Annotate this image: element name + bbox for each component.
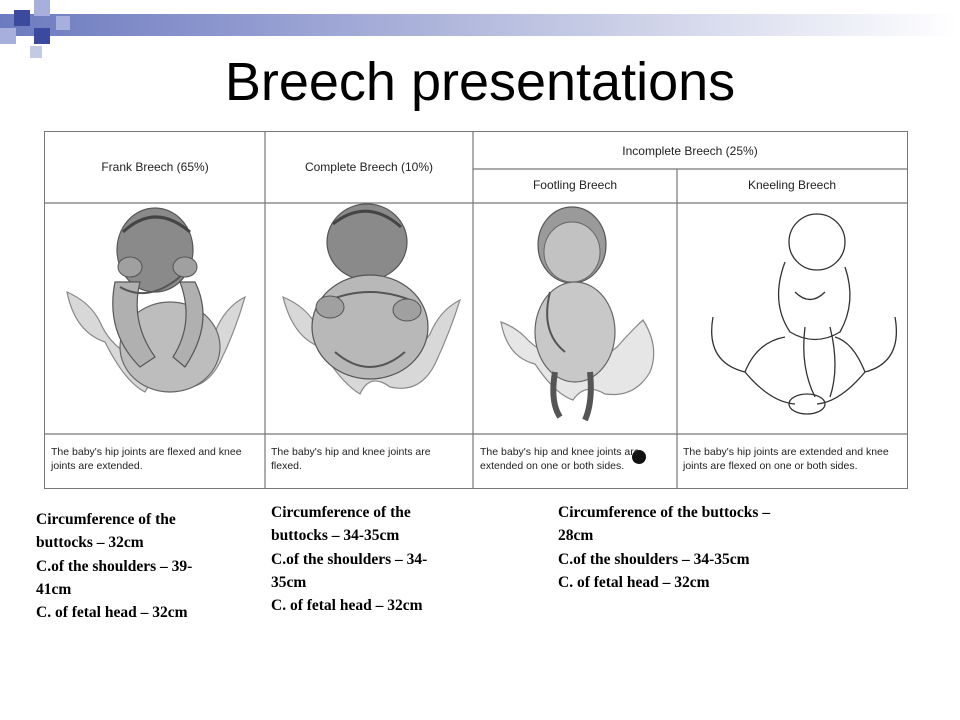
note-frank-line-2: buttocks – 32cm bbox=[36, 534, 144, 552]
footling-breech-illustration bbox=[501, 207, 654, 420]
frank-breech-illustration bbox=[67, 208, 245, 392]
square-light-1 bbox=[34, 0, 50, 16]
note-incomplete-line-1: Circumference of the buttocks – bbox=[558, 504, 771, 521]
note-complete-line-1: Circumference of the bbox=[271, 504, 411, 521]
complete-breech-illustration bbox=[283, 204, 460, 394]
header-frank: Frank Breech (65%) bbox=[101, 160, 209, 174]
header-complete: Complete Breech (10%) bbox=[304, 160, 434, 174]
note-frank-line-5: C. of fetal head – 32cm bbox=[36, 604, 188, 621]
caption-complete bbox=[271, 446, 471, 473]
kneeling-breech-illustration bbox=[712, 214, 897, 414]
note-frank-line-3: C.of the shoulders – 39- bbox=[36, 557, 193, 575]
note-incomplete-line-4: C. of fetal head – 32cm bbox=[558, 573, 710, 591]
square-dark-2 bbox=[34, 28, 50, 44]
note-incomplete-line-2: 28cm bbox=[558, 527, 594, 545]
caption-complete-line-2: flexed. bbox=[271, 459, 302, 472]
note-frank-line-4: 41cm bbox=[36, 580, 72, 598]
square-light-2 bbox=[0, 28, 16, 44]
note-incomplete bbox=[558, 501, 770, 594]
caption-footling-line-2: extended on one or both sides. bbox=[480, 459, 625, 472]
caption-footling bbox=[480, 446, 675, 473]
breech-figure bbox=[44, 131, 908, 489]
caption-kneeling-line-1: The baby's hip joints are extended and knee bbox=[683, 446, 889, 458]
caption-frank bbox=[51, 446, 263, 473]
header-kneeling: Kneeling Breech bbox=[747, 178, 837, 192]
note-complete bbox=[271, 501, 427, 617]
caption-kneeling-line-2: joints are flexed on one or both sides. bbox=[683, 459, 858, 472]
header-footling: Footling Breech bbox=[532, 178, 618, 192]
note-complete-line-3: C.of the shoulders – 34- bbox=[271, 550, 428, 568]
title-accent-bar bbox=[0, 14, 960, 36]
note-complete-line-2: buttocks – 34-35cm bbox=[271, 527, 400, 545]
caption-kneeling bbox=[683, 446, 905, 473]
caption-frank-line-1: The baby's hip joints are flexed and knee bbox=[51, 446, 242, 458]
decorative-squares bbox=[0, 0, 90, 60]
note-frank-line-1: Circumference of the bbox=[36, 511, 176, 528]
note-incomplete-line-3: C.of the shoulders – 34-35cm bbox=[558, 550, 750, 568]
header-incomplete: Incomplete Breech (25%) bbox=[622, 144, 758, 158]
caption-frank-line-2: joints are extended. bbox=[51, 459, 143, 472]
note-complete-line-4: 35cm bbox=[271, 573, 307, 591]
caption-footling-line-1: The baby's hip and knee joints are bbox=[480, 446, 640, 458]
square-dark-1 bbox=[14, 10, 30, 26]
note-frank bbox=[36, 508, 192, 624]
slide-title: Breech presentations bbox=[224, 52, 736, 112]
note-complete-line-5: C. of fetal head – 32cm bbox=[271, 597, 423, 614]
square-light-3 bbox=[56, 16, 70, 30]
caption-complete-line-1: The baby's hip and knee joints are bbox=[271, 446, 431, 458]
